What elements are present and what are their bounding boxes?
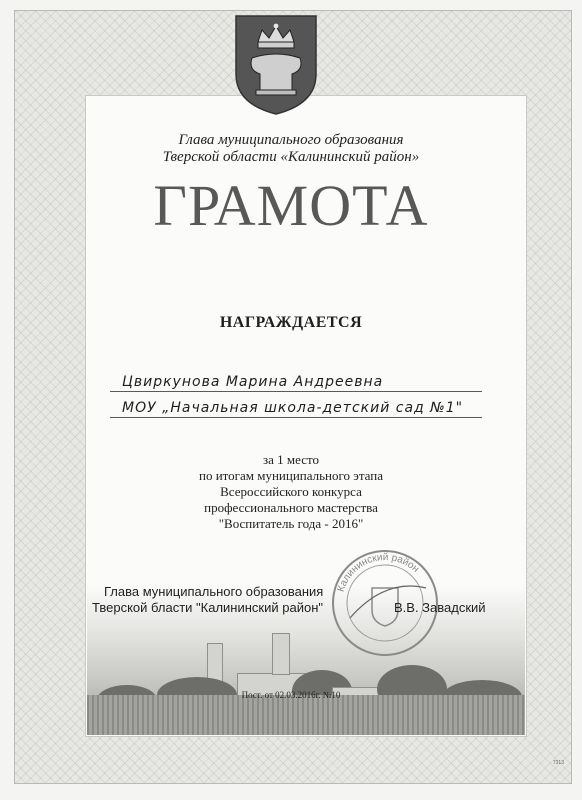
award-line-5: "Воспитатель года - 2016" <box>218 516 364 531</box>
awarded-heading: НАГРАЖДАЕТСЯ <box>219 314 363 331</box>
certificate-title: ГРАМОТА <box>153 173 429 238</box>
signatory-title-line-2: Тверской бласти "Калининский район" <box>92 600 323 615</box>
decorative-border <box>14 10 572 784</box>
issuer-title-line-1: Глава муниципального образования <box>178 132 404 148</box>
issuer-title-line-2: Тверской области «Калининский район» <box>162 149 420 165</box>
recipient-name: Цвиркунова Марина Андреевна <box>110 373 482 392</box>
award-line-2: по итогам муниципального этапа <box>198 468 384 483</box>
coat-of-arms-emblem <box>232 12 320 116</box>
award-line-1: за 1 место <box>262 452 319 467</box>
award-line-4: профессионального мастерства <box>204 500 378 515</box>
recipient-organization: МОУ „Начальная школа-детский сад №1" <box>110 399 482 418</box>
print-code: 7313 <box>552 760 564 766</box>
award-line-3: Всероссийского конкурса <box>220 484 362 499</box>
stamp-text: Калининский район <box>335 551 421 594</box>
signatory-name: В.В. Завадский <box>394 600 486 615</box>
signatory-title-line-1: Глава муниципального образования <box>104 584 324 599</box>
resolution-reference: Пост. от 02.03.2016г. №10 <box>241 690 341 700</box>
